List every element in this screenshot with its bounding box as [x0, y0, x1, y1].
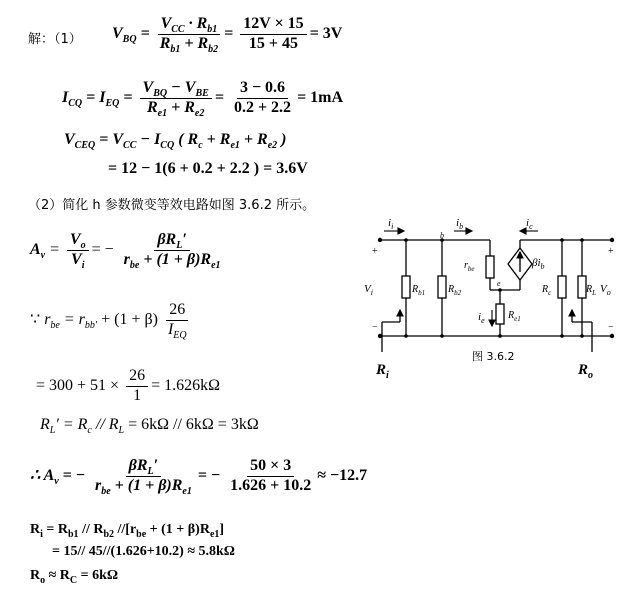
rb2-label: $R_{b2}$	[448, 284, 462, 297]
solution-label: 解：（1）	[28, 32, 82, 47]
av-result: ∴ $A_v$ = − $\frac{\beta R_L'}{r_{be} + (1 + \beta)R_{e1}}$ = − $\frac{50 \times 3}{1.626 + 10.2}$ ≈ −12.7	[30, 457, 368, 497]
rl-equation: $R_L' = R_c // R_L = 6k\Omega // 6k\Omega = 3k\Omega$	[40, 416, 259, 436]
re1-label: $R_{e1}$	[508, 310, 521, 323]
output-plus: +	[608, 246, 614, 257]
beta-ib-label: $\beta i_b$	[532, 257, 545, 271]
ii-label: $i_i$	[388, 217, 394, 231]
output-minus: −	[608, 322, 614, 333]
h-parameter-circuit-figure	[360, 212, 630, 387]
ro-line: $R_o \approx R_C = 6k\Omega$	[30, 568, 119, 586]
b-node-label: b	[440, 231, 444, 240]
ie-label: $i_e$	[478, 311, 485, 325]
vceq-line2: = 12 − 1(6 + 0.2 + 2.2 ) = 3.6V	[108, 160, 308, 177]
icq-equation: $I_{CQ} = I_{EQ}$ = $\frac{V_{BQ} - V_{BE}}{R_{e1} + R_{e2}}$ = $\frac{3 - 0.6}{0.2 + 2.2}$ = 1mA	[62, 79, 344, 119]
e-node-label: e	[497, 279, 501, 288]
input-minus: −	[372, 322, 378, 333]
ic-label: $i_c$	[526, 217, 533, 231]
vi-label: $V_i$	[364, 283, 373, 297]
input-plus: +	[372, 246, 378, 257]
vo-label: $V_o$	[600, 283, 611, 297]
figure-caption: 图 3.6.2	[472, 350, 515, 363]
rbe-formula: ∵ $r_{be} = r_{bb'} + (1 + \beta)$ $\frac{26}{I_{EQ}}$	[30, 301, 187, 341]
rl-label: $R_L$	[586, 284, 597, 297]
ib-label: $i_b$	[456, 217, 464, 231]
vceq-line1: $V_{CEQ} = V_{CC} - I_{CQ}$ ( $R_c + R_{e1} + R_{e2}$ )	[64, 131, 287, 151]
ro-arrow-label: $R_o$	[578, 362, 594, 381]
rc-label: $R_c$	[542, 284, 552, 297]
rb1-label: $R_{b1}$	[412, 284, 426, 297]
rbe-value: = 300 + 51 × $\frac{26}{1}$ = 1.626kΩ	[36, 367, 220, 404]
ri-arrow-label: $R_i$	[376, 362, 389, 381]
rbe-label: $r_{be}$	[464, 260, 475, 273]
ri-line2: = 15// 45//(1.626+10.2) ≈ 5.8kΩ	[52, 544, 236, 559]
ri-line1: $R_i = R_{b1} // R_{b2}$ $//[r_{be} + (1 + \beta)R_{e1}]$	[30, 522, 225, 540]
av-definition: $A_v$ = $\frac{V_o}{V_i}$ = − $\frac{\beta R_L'}{r_{be} + (1 + \beta)R_{e1}}$	[30, 231, 221, 271]
part2-text: （2）简化 h 参数微变等效电路如图 3.6.2 所示。	[28, 198, 316, 213]
vbq-equation: $V_{BQ}$ = $\frac{V_{CC} \cdot R_{b1}}{R_{b1} + R_{b2}}$ = $\frac{12V \times 15}{15 + 45}$ = 3V	[112, 15, 343, 55]
